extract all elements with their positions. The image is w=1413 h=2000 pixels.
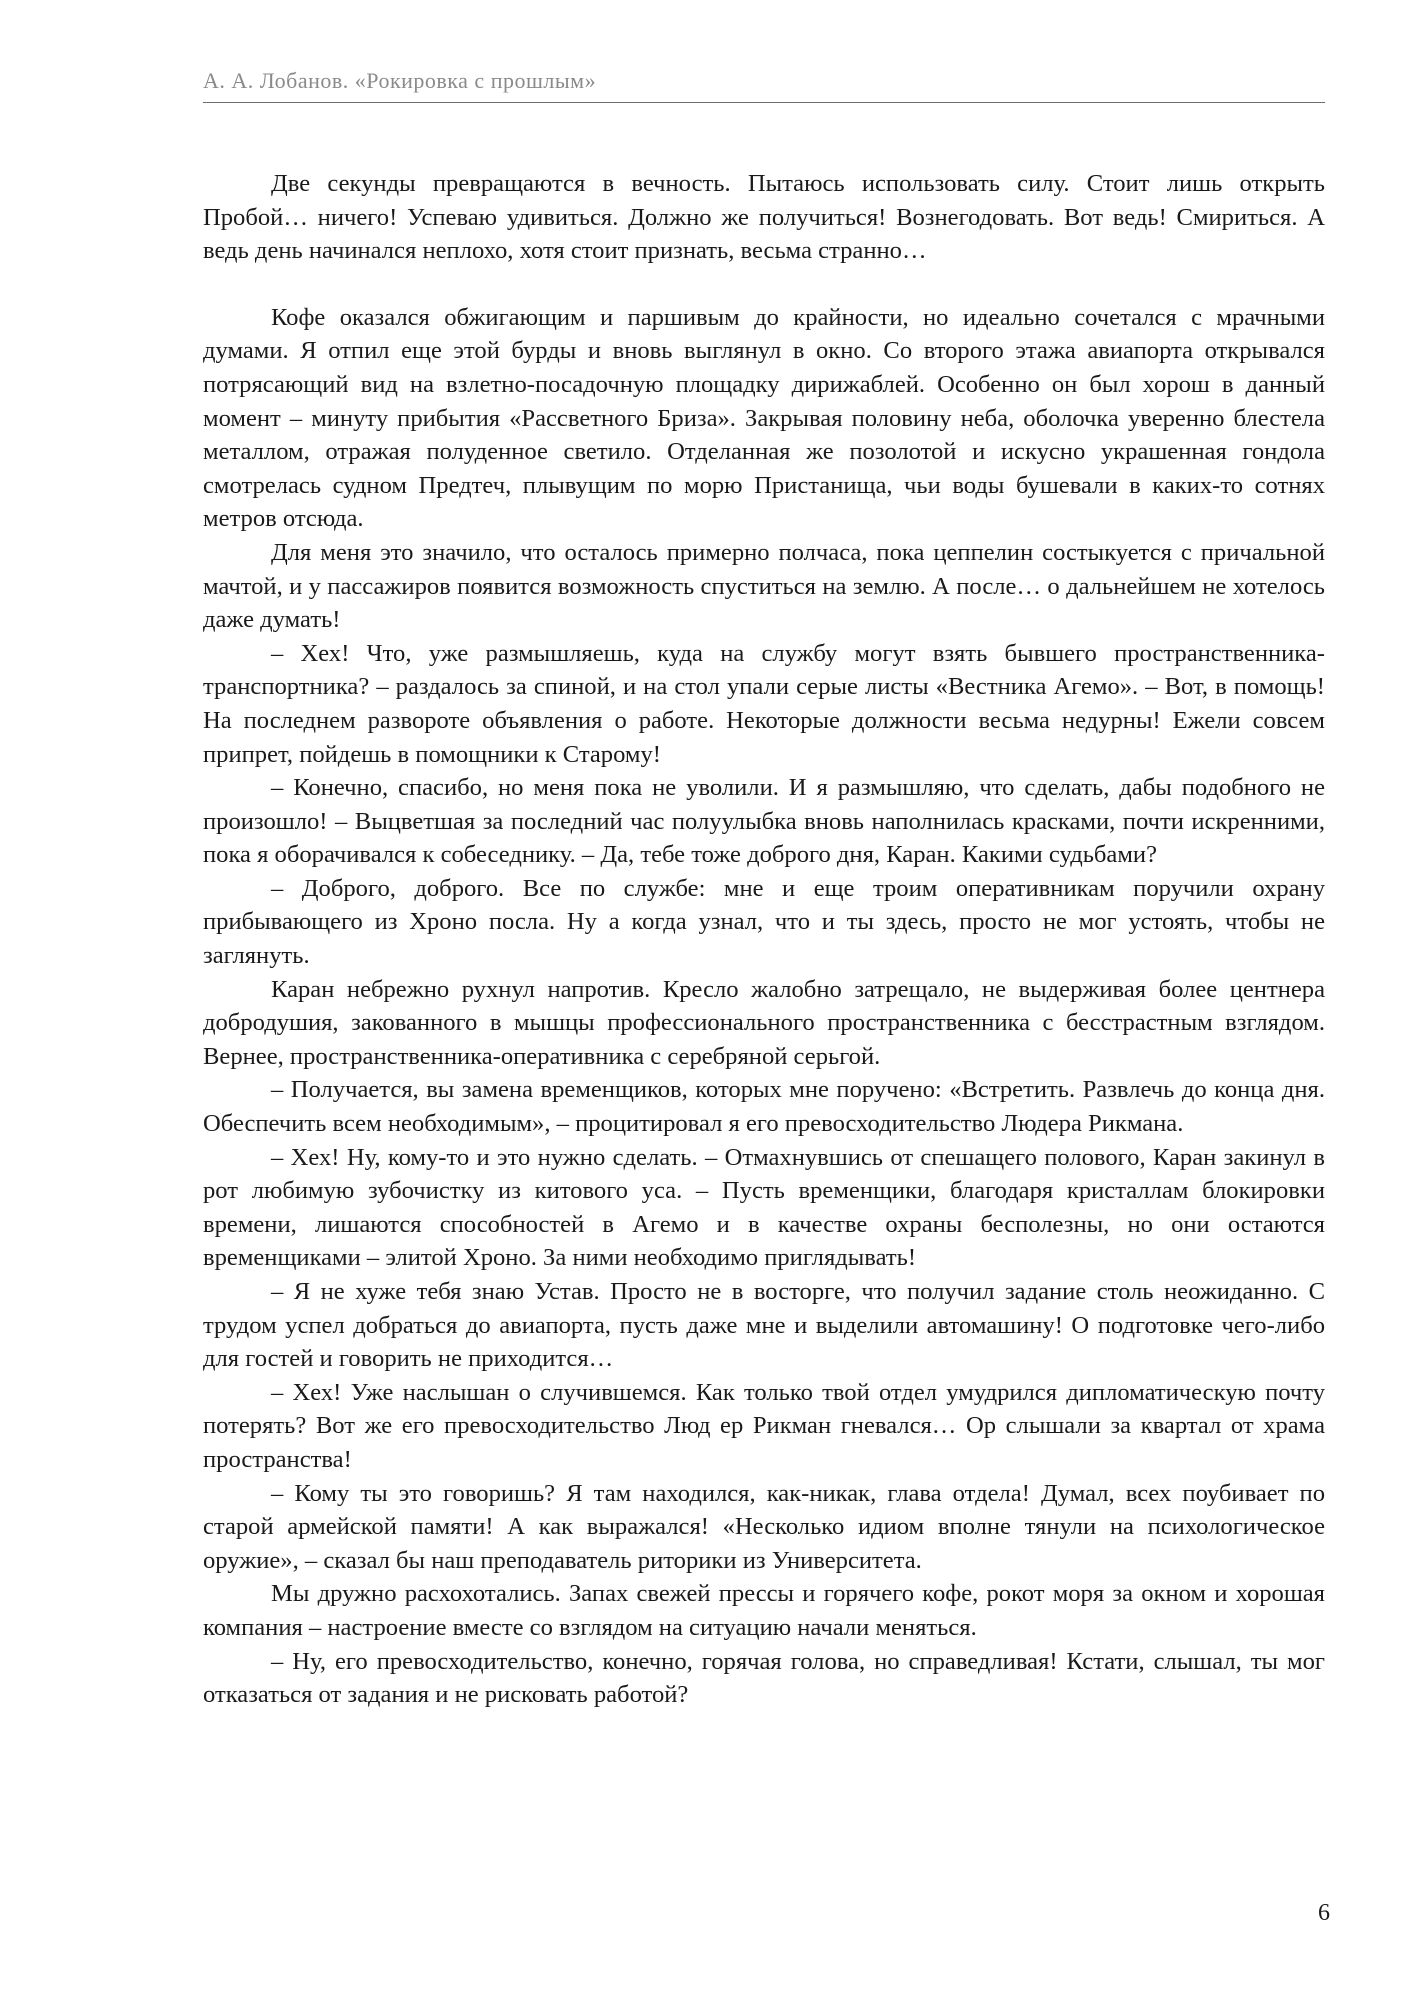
- paragraph: – Хех! Что, уже размышляешь, куда на службу могут взять бывшего пространственника-транспортника? – раздалось за спиной, и на стол упали серые листы «Вестника Агемо». – Вот, в помощь! На последнем развороте объявления о работе. Некоторые должности весьма недурны! Ежели совсем припрет, пойдешь в помощники к Старому!: [203, 639, 1325, 768]
- paragraph: – Кому ты это говоришь? Я там находился, как-никак, глава отдела! Думал, всех поубивает по старой армейской памяти! А как выражался! «Несколько идиом вполне тянули на психологическое оружие», – сказал бы наш преподаватель риторики из Университета.: [203, 1479, 1325, 1574]
- paragraph: Для меня это значило, что осталось примерно полчаса, пока цеппелин состыкуется с причальной мачтой, и у пассажиров появится возможность спуститься на землю. А после… о дальнейшем не хотелось даже думать!: [203, 538, 1325, 634]
- running-header: [203, 66, 1325, 103]
- paragraph: – Хех! Уже наслышан о случившемся. Как только твой отдел умудрился дипломатическую почту потерять? Вот же его превосходительство Люд ер Рикман гневался… Ор слышали за квартал от храма пространства!: [203, 1378, 1325, 1473]
- paragraph: – Доброго, доброго. Все по службе: мне и еще троим оперативникам поручили охрану прибывающего из Хроно посла. Ну а когда узнал, что и ты здесь, просто не мог устоять, чтобы не заглянуть.: [203, 874, 1325, 970]
- paragraph: – Конечно, спасибо, но меня пока не уволили. И я размышляю, что сделать, дабы подобного не произошло! – Выцветшая за последний час полуулыбка вновь наполнилась красками, почти искренними, пока я оборачивался к собеседнику. – Да, тебе тоже доброго дня, Каран. Какими судьбами?: [203, 774, 1325, 869]
- running-title: А. А. Лобанов. «Рокировка с прошлым»: [203, 68, 597, 93]
- paragraph: Мы дружно расхохотались. Запах свежей прессы и горячего кофе, рокот моря за окном и хорошая компания – настроение вместе со взглядом на ситуацию начали меняться.: [203, 1580, 1325, 1641]
- paragraph: – Получается, вы замена временщиков, которых мне поручено: «Встретить. Развлечь до конца дня. Обеспечить всем необходимым», – процитировал я его превосходительство Людера Рикмана.: [203, 1076, 1325, 1138]
- paragraph: – Я не хуже тебя знаю Устав. Просто не в восторге, что получил задание столь неожиданно. С трудом успел добраться до авиапорта, пусть даже мне и выделили автомашину! О подготовке чего-либо для гостей и говорить не приходится…: [203, 1278, 1325, 1373]
- paragraph: – Ну, его превосходительство, конечно, горячая голова, но справедливая! Кстати, слышал, ты мог отказаться от задания и не рисковать работой?: [203, 1647, 1325, 1709]
- paragraph: Кофе оказался обжигающим и паршивым до крайности, но идеально сочетался с мрачными думами. Я отпил еще этой бурды и вновь выглянул в окно. Со второго этажа авиапорта открывался потрясающий вид на взлетно-посадочную площадку дирижаблей. Особенно он был хорош в данный момент – минуту прибытия «Рассветного Бриза». Закрывая половину неба, оболочка уверенно блестела металлом, отражая полуденное светило. Отделанная же позолотой и искусно украшенная гондола смотрелась судном Предтеч, плывущим по морю Пристанища, чьи воды бушевали в каких-то сотнях метров отсюда.: [203, 303, 1325, 533]
- paragraph: Каран небрежно рухнул напротив. Кресло жалобно затрещало, не выдерживая более центнера добродушия, закованного в мышцы профессионального пространственника с бесстрастным взглядом. Вернее, пространственника-оперативника с серебряной серьгой.: [203, 975, 1325, 1070]
- paragraph: Две секунды превращаются в вечность. Пытаюсь использовать силу. Стоит лишь открыть Пробой… ничего! Успеваю удивиться. Должно же получиться! Вознегодовать. Вот ведь! Смириться. А ведь день начинался неплохо, хотя стоит признать, весьма странно…: [203, 170, 1325, 265]
- page-number: 6: [1318, 1900, 1330, 1926]
- body-text: [203, 167, 1325, 1712]
- paragraph: – Хех! Ну, кому-то и это нужно сделать. – Отмахнувшись от спешащего полового, Каран закинул в рот любимую зубочистку из китового уса. – Пусть временщики, благодаря кристаллам блокировки времени, лишаются способностей в Агемо и в качестве охраны бесполезны, но они остаются временщиками – элитой Хроно. За ними необходимо приглядывать!: [203, 1143, 1325, 1272]
